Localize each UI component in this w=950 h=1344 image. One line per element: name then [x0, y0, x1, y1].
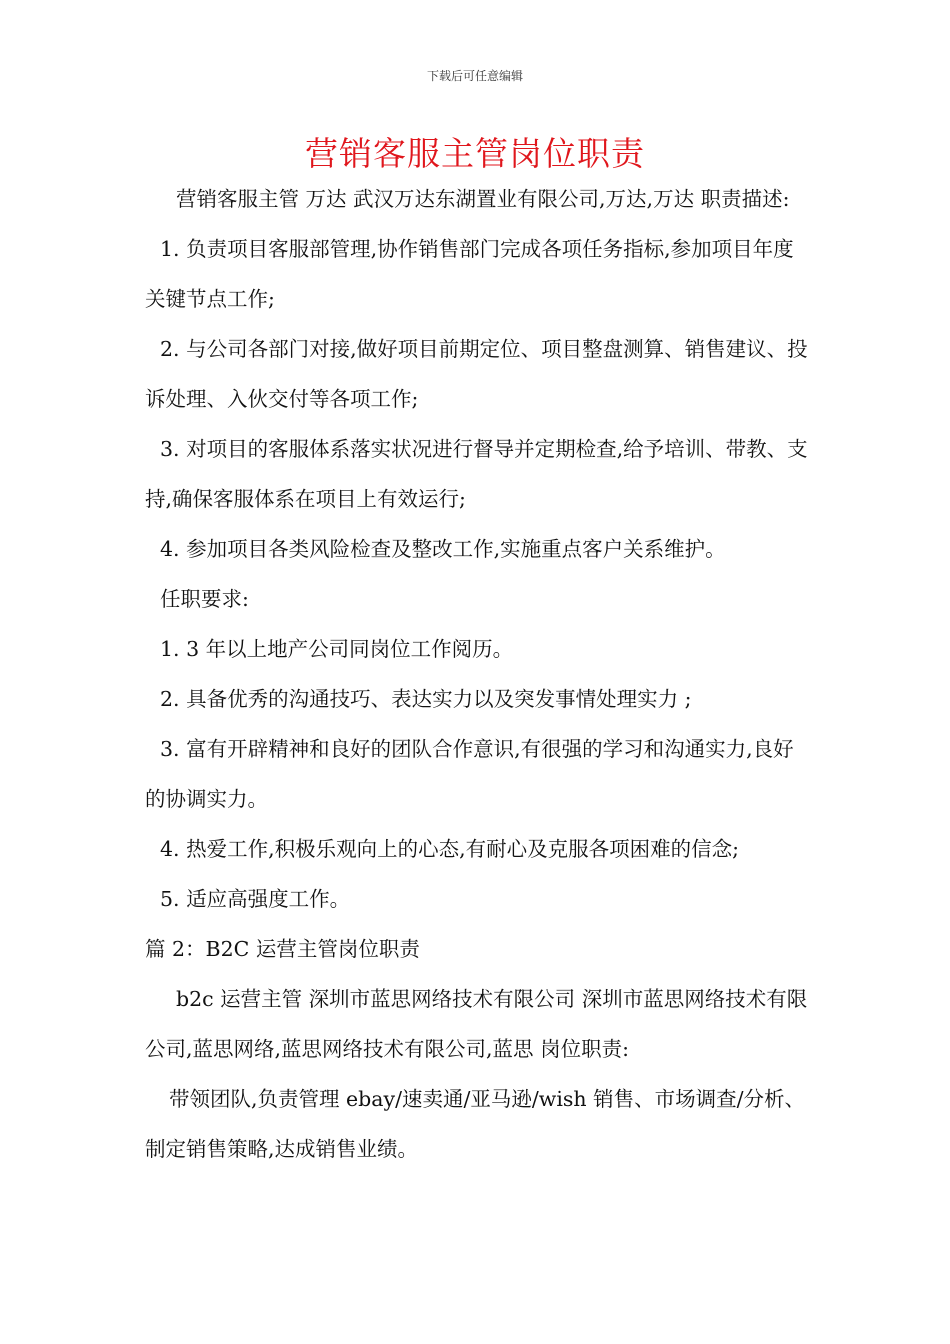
document-body — [145, 174, 810, 1174]
paragraph: 带领团队,负责管理 ebay/速卖通/亚马逊/wish 销售、市场调查/分析、制定销售策略,达成销售业绩。 — [145, 1087, 806, 1161]
paragraph: 营销客服主管 万达 武汉万达东湖置业有限公司,万达,万达 职责描述: — [176, 187, 790, 211]
paragraph: 5. 适应高强度工作。 — [160, 887, 351, 911]
section-heading: 篇 2：B2C 运营主管岗位职责 — [145, 937, 420, 961]
document-title: 营销客服主管岗位职责 — [305, 134, 645, 173]
paragraph: 3. 对项目的客服体系落实状况进行督导并定期检查,给予培训、带教、支持,确保客服体系在项目上有效运行; — [145, 437, 808, 511]
paragraph: 2. 具备优秀的沟通技巧、表达实力以及突发事情处理实力 ; — [160, 687, 692, 711]
paragraph: 2. 与公司各部门对接,做好项目前期定位、项目整盘测算、销售建议、投诉处理、入伙交付等各项工作; — [145, 337, 808, 411]
paragraph: 1. 负责项目客服部管理,协作销售部门完成各项任务指标,参加项目年度关键节点工作; — [145, 237, 794, 311]
paragraph: b2c 运营主管 深圳市蓝思网络技术有限公司 深圳市蓝思网络技术有限公司,蓝思网络,蓝思网络技术有限公司,蓝思 岗位职责: — [145, 987, 808, 1061]
paragraph: 1. 3 年以上地产公司同岗位工作阅历。 — [160, 637, 514, 661]
paragraph: 3. 富有开辟精神和良好的团队合作意识,有很强的学习和沟通实力,良好的协调实力。 — [145, 737, 794, 811]
paragraph: 4. 热爱工作,积极乐观向上的心态,有耐心及克服各项困难的信念; — [160, 837, 740, 861]
header-note: 下载后可任意编辑 — [426, 69, 523, 83]
paragraph: 4. 参加项目各类风险检查及整改工作,实施重点客户关系维护。 — [160, 537, 726, 561]
paragraph: 任职要求: — [160, 587, 249, 611]
